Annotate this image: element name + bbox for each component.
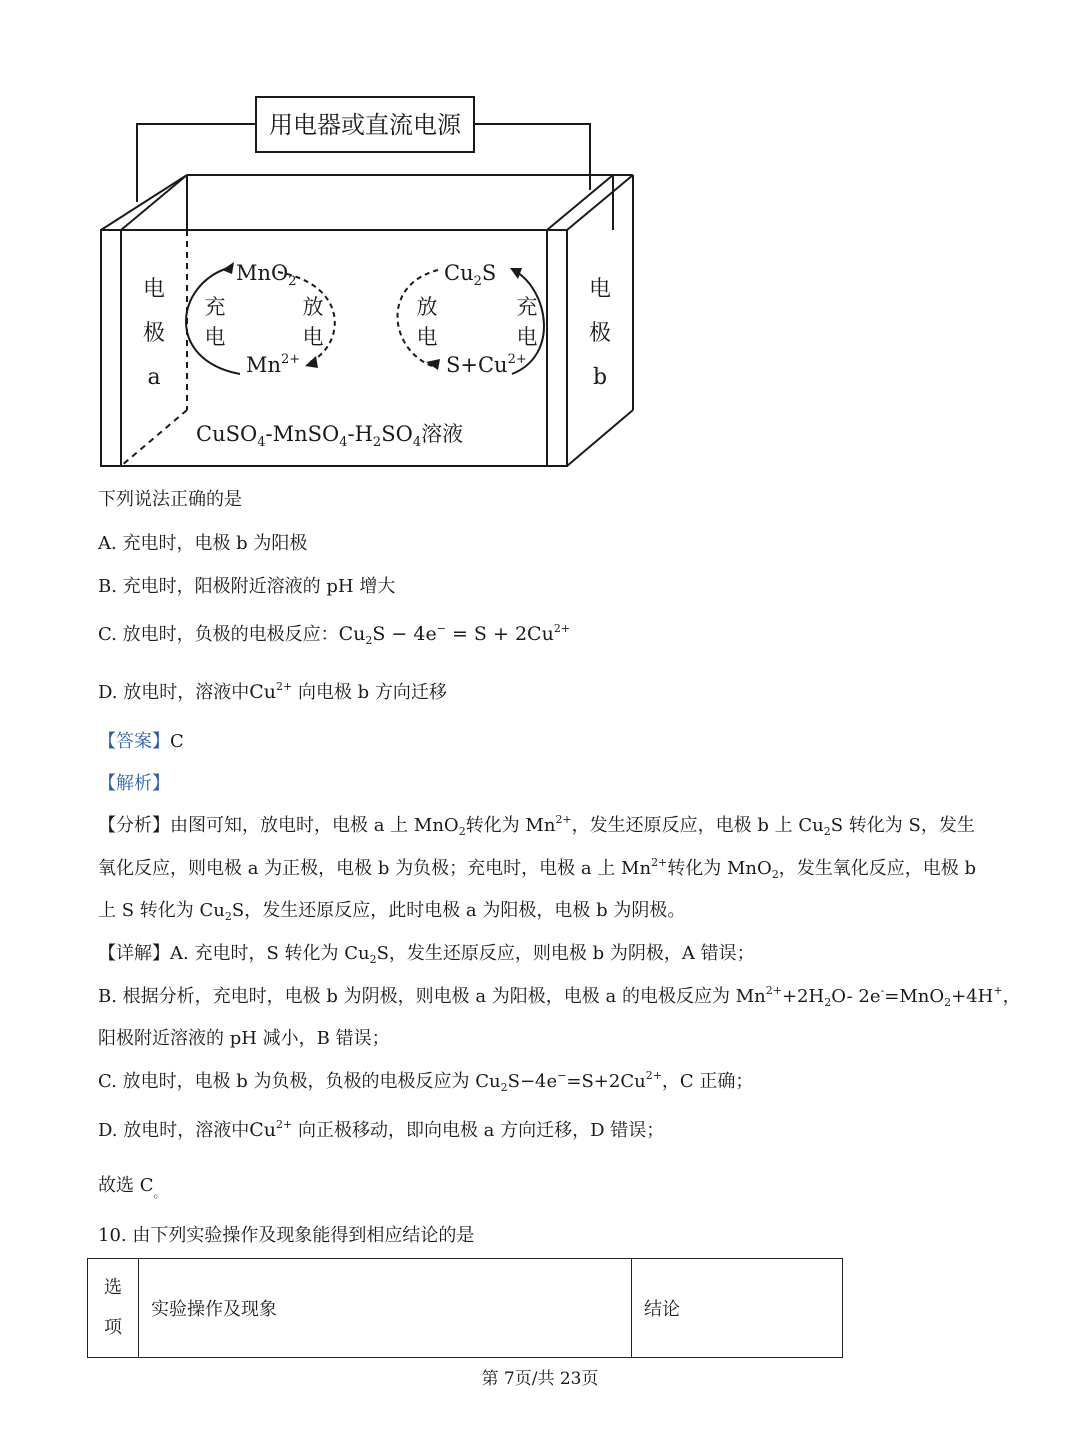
wire-left (137, 124, 256, 202)
right-top-species: $Cu_2S$ (444, 261, 497, 289)
right-charge-char-2: 电 (516, 325, 538, 349)
left-top-species: MnO$_2$ (236, 261, 297, 289)
left-discharge-char-2: 电 (302, 325, 324, 349)
question-stem: 下列说法正确的是 (98, 489, 242, 510)
detail-a: 【详解】A. 充电时，S 转化为 $Cu_2S$，发生还原反应，则电极 b 为阴极，A 错误； (98, 943, 755, 966)
right-discharge-char-1: 放 (416, 295, 438, 319)
detail-c: C. 放电时，电极 b 为负极，负极的电极反应为 $Cu_2S-4e^-=S+2Cu^{2+}$，C 正确； (98, 1069, 754, 1094)
answer-label: 【答案】 (98, 731, 170, 752)
header-conclusion: 结论 (632, 1259, 843, 1358)
detail-d: D. 放电时，溶液中$Cu^{2+}$ 向正极移动，即向电极 a 方向迁移，D 错误； (98, 1118, 665, 1141)
left-bottom-species: $Mn^{2+}$ (246, 352, 301, 377)
detail-conclusion: 故选 $C_。$ (98, 1175, 166, 1200)
header-option: 选 项 (88, 1259, 139, 1358)
right-charge-char-1: 充 (516, 295, 538, 319)
wire-right (474, 124, 590, 190)
left-discharge-char-1: 放 (302, 295, 324, 319)
table-row (88, 1259, 843, 1358)
electrode-a-char-2: 极 (142, 321, 166, 346)
detail-b-line-1: B. 根据分析，充电时，电极 b 为阴极，则电极 a 为阳极，电极 a 的电极反应为 $Mn^{2+}+2H_2O-$ 2e-=MnO$_2$+4H+， (98, 984, 1021, 1009)
analysis-line-3: 上 S 转化为 $Cu_2S$，发生还原反应，此时电极 a 为阳极，电极 b 为阴极。 (98, 900, 686, 923)
header-operation: 实验操作及现象 (139, 1259, 632, 1358)
electrode-a-char-1: 电 (142, 277, 166, 302)
power-label: 用电器或直流电源 (269, 111, 461, 139)
analysis-line-2: 氧化反应，则电极 a 为正极，电极 b 为负极；充电时，电极 a 上 $Mn^{2+}$转化为 MnO$_2$，发生氧化反应，电极 b (98, 856, 977, 881)
option-a: A. 充电时，电极 b 为阳极 (98, 533, 308, 554)
analysis-label: 【解析】 (98, 773, 170, 794)
option-d: D. 放电时，溶液中$Cu^{2+}$ 向电极 b 方向迁移 (98, 680, 447, 703)
right-discharge-char-2: 电 (416, 325, 438, 349)
electrode-b-char-3: b (592, 365, 608, 390)
analysis-line-1: 【分析】由图可知，放电时，电极 a 上 MnO$_2$转化为 $Mn^{2+}$，发生还原反应，电极 b 上 $Cu_2S$ 转化为 S，发生 (98, 813, 975, 838)
option-b: B. 充电时，阳极附近溶液的 pH 增大 (98, 576, 396, 597)
right-bottom-species: $S+Cu^{2+}$ (446, 352, 527, 377)
electrode-b-char-1: 电 (588, 277, 612, 302)
solution-label: $CuSO_4-MnSO_4-H_2SO_4$溶液 (196, 422, 464, 450)
q10-table (87, 1258, 843, 1358)
battery-diagram (0, 0, 1080, 480)
q10-title: 10. 由下列实验操作及现象能得到相应结论的是 (98, 1225, 475, 1246)
detail-b-line-2: 阳极附近溶液的 pH 减小，B 错误； (98, 1028, 390, 1049)
answer-value: C (170, 731, 184, 752)
left-charge-char-1: 充 (204, 295, 226, 319)
left-charge-char-2: 电 (204, 325, 226, 349)
option-c: C. 放电时，负极的电极反应：$Cu_2S - 4e^- = S + 2Cu^{2+}$ (98, 622, 571, 647)
electrode-a-char-3: a (147, 365, 161, 390)
left-charge-arrow (186, 268, 240, 374)
page-footer: 第 7页/共 23页 (481, 1369, 599, 1389)
answer-line (98, 730, 184, 754)
electrode-b-char-2: 极 (588, 321, 612, 346)
